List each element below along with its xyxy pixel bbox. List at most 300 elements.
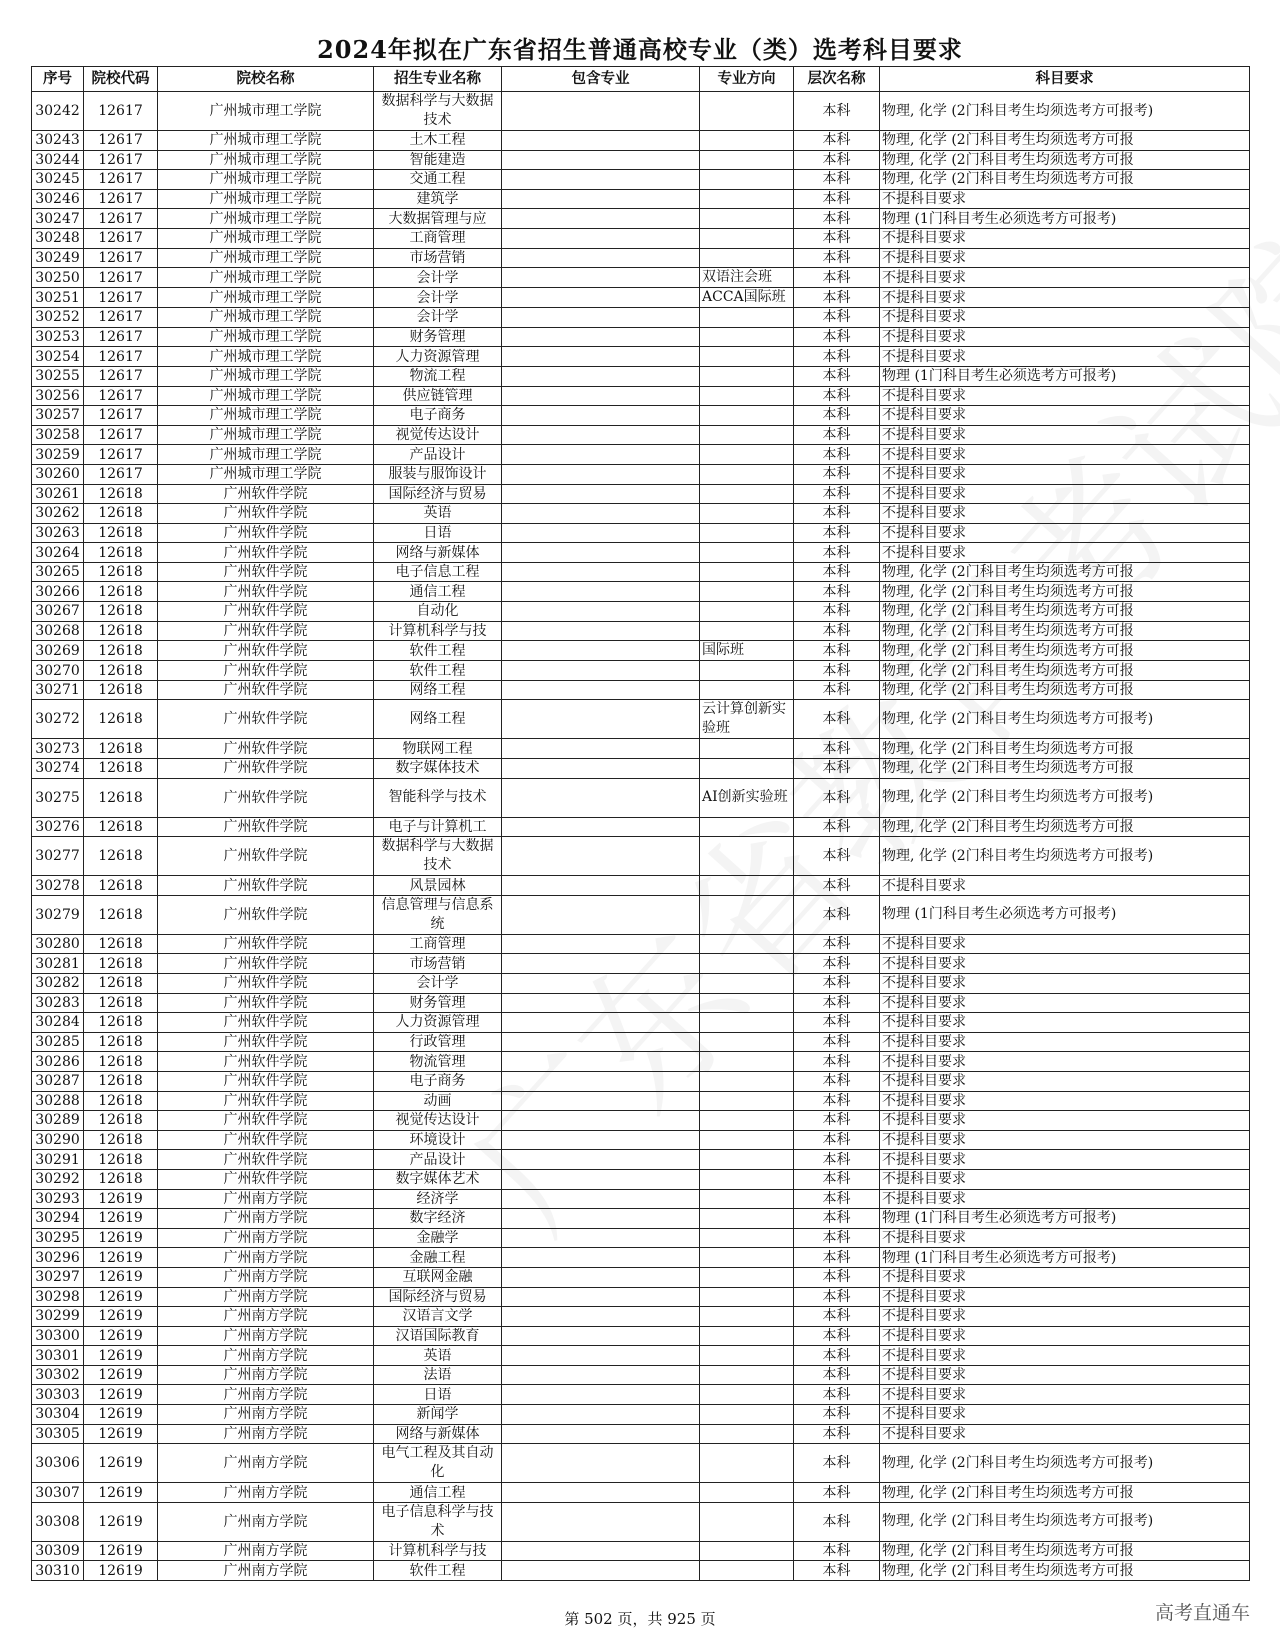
- cell-level: 本科: [794, 288, 880, 308]
- cell-major: 环境设计: [374, 1130, 502, 1150]
- cell-requirement: 物理, 化学 (2门科目考生均须选考方可报: [880, 602, 1250, 622]
- cell-requirement: 物理 (1门科目考生必须选考方可报考): [880, 366, 1250, 386]
- cell-requirement: 不提科目要求: [880, 189, 1250, 209]
- cell-school: 广州城市理工学院: [158, 288, 374, 308]
- cell-school: 广州南方学院: [158, 1444, 374, 1483]
- cell-seq: 30310: [32, 1561, 84, 1581]
- cell-level: 本科: [794, 954, 880, 974]
- table-row: [32, 778, 1250, 817]
- cell-school: 广州软件学院: [158, 661, 374, 681]
- cell-requirement: 不提科目要求: [880, 934, 1250, 954]
- cell-code: 12617: [84, 406, 158, 426]
- cell-code: 12618: [84, 993, 158, 1013]
- cell-seq: 30257: [32, 406, 84, 426]
- cell-requirement: 物理, 化学 (2门科目考生均须选考方可报: [880, 131, 1250, 151]
- cell-code: 12617: [84, 347, 158, 367]
- cell-code: 12618: [84, 739, 158, 759]
- cell-included: [502, 131, 700, 151]
- cell-school: 广州城市理工学院: [158, 248, 374, 268]
- cell-requirement: 不提科目要求: [880, 1052, 1250, 1072]
- table-row: [32, 523, 1250, 543]
- cell-school: 广州软件学院: [158, 562, 374, 582]
- cell-requirement: 不提科目要求: [880, 386, 1250, 406]
- cell-major: 网络工程: [374, 680, 502, 700]
- cell-requirement: 物理, 化学 (2门科目考生均须选考方可报: [880, 759, 1250, 779]
- cell-seq: 30280: [32, 934, 84, 954]
- table-row: [32, 92, 1250, 131]
- cell-school: 广州城市理工学院: [158, 464, 374, 484]
- cell-direction: AI创新实验班: [700, 778, 794, 817]
- cell-requirement: 不提科目要求: [880, 1071, 1250, 1091]
- cell-code: 12617: [84, 92, 158, 131]
- col-header-code: 院校代码: [84, 67, 158, 92]
- cell-included: [502, 1424, 700, 1444]
- cell-code: 12619: [84, 1248, 158, 1268]
- cell-direction: [700, 1248, 794, 1268]
- table-row: [32, 1169, 1250, 1189]
- table-row: [32, 425, 1250, 445]
- cell-code: 12617: [84, 209, 158, 229]
- cell-seq: 30253: [32, 327, 84, 347]
- cell-direction: [700, 228, 794, 248]
- table-row: [32, 1483, 1250, 1503]
- cell-requirement: 物理, 化学 (2门科目考生均须选考方可报考): [880, 837, 1250, 876]
- cell-included: [502, 504, 700, 524]
- cell-major: 会计学: [374, 308, 502, 328]
- cell-level: 本科: [794, 895, 880, 934]
- cell-included: [502, 1541, 700, 1561]
- table-row: [32, 131, 1250, 151]
- cell-seq: 30244: [32, 150, 84, 170]
- table-row: [32, 1013, 1250, 1033]
- cell-seq: 30285: [32, 1032, 84, 1052]
- cell-seq: 30262: [32, 504, 84, 524]
- cell-school: 广州南方学院: [158, 1561, 374, 1581]
- cell-school: 广州城市理工学院: [158, 92, 374, 131]
- cell-school: 广州软件学院: [158, 739, 374, 759]
- cell-level: 本科: [794, 1150, 880, 1170]
- cell-requirement: 不提科目要求: [880, 504, 1250, 524]
- cell-included: [502, 1130, 700, 1150]
- cell-code: 12619: [84, 1189, 158, 1209]
- cell-requirement: 不提科目要求: [880, 1307, 1250, 1327]
- cell-level: 本科: [794, 562, 880, 582]
- cell-major: 市场营销: [374, 248, 502, 268]
- cell-level: 本科: [794, 504, 880, 524]
- cell-level: 本科: [794, 1405, 880, 1425]
- cell-school: 广州软件学院: [158, 876, 374, 896]
- cell-level: 本科: [794, 464, 880, 484]
- cell-major: 财务管理: [374, 327, 502, 347]
- cell-code: 12618: [84, 582, 158, 602]
- cell-requirement: 不提科目要求: [880, 248, 1250, 268]
- cell-included: [502, 1052, 700, 1072]
- table-row: [32, 406, 1250, 426]
- cell-direction: [700, 504, 794, 524]
- cell-school: 广州软件学院: [158, 641, 374, 661]
- cell-major: 建筑学: [374, 189, 502, 209]
- cell-level: 本科: [794, 1209, 880, 1229]
- cell-major: 供应链管理: [374, 386, 502, 406]
- cell-school: 广州软件学院: [158, 837, 374, 876]
- cell-included: [502, 602, 700, 622]
- cell-direction: [700, 1267, 794, 1287]
- cell-requirement: 物理, 化学 (2门科目考生均须选考方可报: [880, 170, 1250, 190]
- cell-code: 12617: [84, 327, 158, 347]
- cell-code: 12618: [84, 974, 158, 994]
- cell-direction: [700, 425, 794, 445]
- cell-requirement: 不提科目要求: [880, 974, 1250, 994]
- cell-major: 风景园林: [374, 876, 502, 896]
- cell-requirement: 不提科目要求: [880, 543, 1250, 563]
- cell-seq: 30266: [32, 582, 84, 602]
- cell-major: 网络与新媒体: [374, 543, 502, 563]
- cell-level: 本科: [794, 268, 880, 288]
- cell-direction: [700, 1209, 794, 1229]
- cell-code: 12617: [84, 386, 158, 406]
- cell-requirement: 物理, 化学 (2门科目考生均须选考方可报: [880, 739, 1250, 759]
- cell-school: 广州南方学院: [158, 1189, 374, 1209]
- cell-code: 12618: [84, 543, 158, 563]
- cell-level: 本科: [794, 1052, 880, 1072]
- cell-included: [502, 170, 700, 190]
- cell-school: 广州南方学院: [158, 1287, 374, 1307]
- table-row: [32, 1385, 1250, 1405]
- cell-major: 智能科学与技术: [374, 778, 502, 817]
- cell-major: 计算机科学与技: [374, 621, 502, 641]
- cell-school: 广州软件学院: [158, 1052, 374, 1072]
- cell-major: 大数据管理与应: [374, 209, 502, 229]
- cell-seq: 30276: [32, 817, 84, 837]
- table-row: [32, 895, 1250, 934]
- cell-school: 广州软件学院: [158, 523, 374, 543]
- cell-level: 本科: [794, 1071, 880, 1091]
- cell-seq: 30274: [32, 759, 84, 779]
- cell-school: 广州软件学院: [158, 1111, 374, 1131]
- cell-direction: [700, 934, 794, 954]
- table-row: [32, 602, 1250, 622]
- cell-seq: 30269: [32, 641, 84, 661]
- cell-school: 广州软件学院: [158, 759, 374, 779]
- cell-school: 广州城市理工学院: [158, 228, 374, 248]
- cell-level: 本科: [794, 1326, 880, 1346]
- cell-school: 广州软件学院: [158, 974, 374, 994]
- cell-major: 产品设计: [374, 1150, 502, 1170]
- cell-seq: 30291: [32, 1150, 84, 1170]
- table-body: [32, 92, 1250, 1581]
- cell-seq: 30275: [32, 778, 84, 817]
- cell-seq: 30272: [32, 700, 84, 739]
- cell-seq: 30290: [32, 1130, 84, 1150]
- cell-school: 广州南方学院: [158, 1346, 374, 1366]
- cell-school: 广州城市理工学院: [158, 366, 374, 386]
- cell-requirement: 不提科目要求: [880, 1150, 1250, 1170]
- cell-school: 广州城市理工学院: [158, 189, 374, 209]
- table-row: [32, 366, 1250, 386]
- cell-level: 本科: [794, 934, 880, 954]
- col-header-direction: 专业方向: [700, 67, 794, 92]
- cell-major: 通信工程: [374, 1483, 502, 1503]
- cell-code: 12619: [84, 1326, 158, 1346]
- cell-code: 12617: [84, 268, 158, 288]
- cell-seq: 30248: [32, 228, 84, 248]
- cell-direction: [700, 131, 794, 151]
- cell-requirement: 物理, 化学 (2门科目考生均须选考方可报: [880, 150, 1250, 170]
- cell-direction: [700, 837, 794, 876]
- cell-direction: [700, 543, 794, 563]
- cell-major: 计算机科学与技: [374, 1541, 502, 1561]
- cell-school: 广州软件学院: [158, 602, 374, 622]
- cell-seq: 30252: [32, 308, 84, 328]
- cell-major: 会计学: [374, 974, 502, 994]
- cell-included: [502, 954, 700, 974]
- table-row: [32, 739, 1250, 759]
- cell-included: [502, 562, 700, 582]
- table-row: [32, 150, 1250, 170]
- cell-direction: [700, 1561, 794, 1581]
- cell-code: 12619: [84, 1541, 158, 1561]
- cell-seq: 30286: [32, 1052, 84, 1072]
- col-header-school: 院校名称: [158, 67, 374, 92]
- cell-included: [502, 268, 700, 288]
- cell-included: [502, 1013, 700, 1033]
- cell-major: 会计学: [374, 288, 502, 308]
- cell-included: [502, 876, 700, 896]
- cell-requirement: 不提科目要求: [880, 1346, 1250, 1366]
- cell-direction: [700, 582, 794, 602]
- cell-major: 数字媒体技术: [374, 759, 502, 779]
- cell-included: [502, 484, 700, 504]
- cell-major: 交通工程: [374, 170, 502, 190]
- cell-code: 12618: [84, 778, 158, 817]
- cell-direction: [700, 1424, 794, 1444]
- cell-included: [502, 1248, 700, 1268]
- cell-school: 广州城市理工学院: [158, 268, 374, 288]
- cell-seq: 30288: [32, 1091, 84, 1111]
- cell-level: 本科: [794, 406, 880, 426]
- cell-school: 广州南方学院: [158, 1385, 374, 1405]
- cell-level: 本科: [794, 1346, 880, 1366]
- cell-major: 软件工程: [374, 661, 502, 681]
- cell-direction: [700, 1307, 794, 1327]
- cell-school: 广州软件学院: [158, 1013, 374, 1033]
- cell-direction: [700, 347, 794, 367]
- cell-level: 本科: [794, 621, 880, 641]
- cell-seq: 30246: [32, 189, 84, 209]
- cell-included: [502, 641, 700, 661]
- cell-code: 12619: [84, 1502, 158, 1541]
- cell-included: [502, 1405, 700, 1425]
- cell-code: 12618: [84, 954, 158, 974]
- table-row: [32, 641, 1250, 661]
- cell-level: 本科: [794, 366, 880, 386]
- col-header-included: 包含专业: [502, 67, 700, 92]
- cell-school: 广州软件学院: [158, 504, 374, 524]
- cell-level: 本科: [794, 425, 880, 445]
- cell-school: 广州南方学院: [158, 1405, 374, 1425]
- cell-level: 本科: [794, 1287, 880, 1307]
- cell-requirement: 不提科目要求: [880, 445, 1250, 465]
- page-title: 2024年拟在广东省招生普通高校专业（类）选考科目要求: [317, 35, 963, 64]
- cell-code: 12619: [84, 1385, 158, 1405]
- cell-code: 12617: [84, 464, 158, 484]
- cell-direction: [700, 974, 794, 994]
- cell-major: 视觉传达设计: [374, 1111, 502, 1131]
- table-row: [32, 1071, 1250, 1091]
- cell-major: 电子信息工程: [374, 562, 502, 582]
- cell-code: 12619: [84, 1483, 158, 1503]
- cell-level: 本科: [794, 1502, 880, 1541]
- cell-level: 本科: [794, 1091, 880, 1111]
- cell-code: 12618: [84, 817, 158, 837]
- cell-level: 本科: [794, 1032, 880, 1052]
- cell-level: 本科: [794, 1424, 880, 1444]
- cell-level: 本科: [794, 543, 880, 563]
- cell-requirement: 不提科目要求: [880, 1169, 1250, 1189]
- cell-requirement: 物理, 化学 (2门科目考生均须选考方可报考): [880, 92, 1250, 131]
- cell-code: 12618: [84, 641, 158, 661]
- cell-level: 本科: [794, 1307, 880, 1327]
- cell-code: 12618: [84, 1169, 158, 1189]
- table-row: [32, 1424, 1250, 1444]
- cell-included: [502, 680, 700, 700]
- table-row: [32, 1444, 1250, 1483]
- cell-level: 本科: [794, 1561, 880, 1581]
- cell-included: [502, 1287, 700, 1307]
- cell-included: [502, 974, 700, 994]
- table-row: [32, 1541, 1250, 1561]
- cell-major: 电子商务: [374, 406, 502, 426]
- cell-seq: 30247: [32, 209, 84, 229]
- cell-level: 本科: [794, 523, 880, 543]
- table-row: [32, 327, 1250, 347]
- cell-included: [502, 366, 700, 386]
- cell-code: 12619: [84, 1287, 158, 1307]
- cell-direction: [700, 189, 794, 209]
- cell-major: 日语: [374, 523, 502, 543]
- cell-school: 广州软件学院: [158, 954, 374, 974]
- cell-included: [502, 1169, 700, 1189]
- cell-included: [502, 1385, 700, 1405]
- cell-school: 广州南方学院: [158, 1209, 374, 1229]
- cell-seq: 30304: [32, 1405, 84, 1425]
- cell-major: 新闻学: [374, 1405, 502, 1425]
- table-row: [32, 1228, 1250, 1248]
- table-row: [32, 1326, 1250, 1346]
- cell-major: 英语: [374, 504, 502, 524]
- cell-included: [502, 1307, 700, 1327]
- cell-requirement: 不提科目要求: [880, 1267, 1250, 1287]
- requirements-table: [31, 66, 1250, 1581]
- cell-major: 数据科学与大数据技术: [374, 92, 502, 131]
- cell-code: 12619: [84, 1405, 158, 1425]
- cell-level: 本科: [794, 386, 880, 406]
- cell-direction: [700, 366, 794, 386]
- cell-included: [502, 1032, 700, 1052]
- cell-included: [502, 895, 700, 934]
- cell-school: 广州软件学院: [158, 543, 374, 563]
- cell-major: 电子与计算机工: [374, 817, 502, 837]
- cell-requirement: 物理, 化学 (2门科目考生均须选考方可报考): [880, 778, 1250, 817]
- cell-level: 本科: [794, 1228, 880, 1248]
- cell-code: 12617: [84, 170, 158, 190]
- cell-level: 本科: [794, 778, 880, 817]
- cell-seq: 30265: [32, 562, 84, 582]
- cell-direction: [700, 464, 794, 484]
- cell-requirement: 物理, 化学 (2门科目考生均须选考方可报: [880, 1541, 1250, 1561]
- cell-seq: 30292: [32, 1169, 84, 1189]
- cell-code: 12619: [84, 1365, 158, 1385]
- cell-seq: 30297: [32, 1267, 84, 1287]
- cell-seq: 30307: [32, 1483, 84, 1503]
- table-row: [32, 1189, 1250, 1209]
- cell-code: 12618: [84, 1150, 158, 1170]
- cell-seq: 30309: [32, 1541, 84, 1561]
- cell-seq: 30287: [32, 1071, 84, 1091]
- cell-seq: 30277: [32, 837, 84, 876]
- table-row: [32, 934, 1250, 954]
- cell-code: 12618: [84, 1071, 158, 1091]
- table-row: [32, 1052, 1250, 1072]
- cell-seq: 30282: [32, 974, 84, 994]
- cell-requirement: 不提科目要求: [880, 1032, 1250, 1052]
- cell-school: 广州软件学院: [158, 895, 374, 934]
- table-row: [32, 562, 1250, 582]
- cell-major: 软件工程: [374, 1561, 502, 1581]
- brand-mark: 高考直通车: [1154, 1602, 1250, 1624]
- cell-direction: 云计算创新实验班: [700, 700, 794, 739]
- cell-seq: 30302: [32, 1365, 84, 1385]
- cell-direction: [700, 523, 794, 543]
- col-header-seq: 序号: [32, 67, 84, 92]
- table-row: [32, 1561, 1250, 1581]
- table-row: [32, 700, 1250, 739]
- cell-direction: [700, 170, 794, 190]
- cell-requirement: 物理, 化学 (2门科目考生均须选考方可报: [880, 641, 1250, 661]
- cell-requirement: 不提科目要求: [880, 1013, 1250, 1033]
- cell-major: 行政管理: [374, 1032, 502, 1052]
- cell-code: 12618: [84, 895, 158, 934]
- cell-major: 服装与服饰设计: [374, 464, 502, 484]
- table-row: [32, 170, 1250, 190]
- cell-school: 广州软件学院: [158, 621, 374, 641]
- cell-seq: 30267: [32, 602, 84, 622]
- cell-code: 12618: [84, 562, 158, 582]
- cell-included: [502, 425, 700, 445]
- cell-direction: [700, 680, 794, 700]
- cell-level: 本科: [794, 602, 880, 622]
- cell-school: 广州城市理工学院: [158, 327, 374, 347]
- cell-included: [502, 288, 700, 308]
- cell-code: 12617: [84, 288, 158, 308]
- cell-major: 财务管理: [374, 993, 502, 1013]
- cell-seq: 30306: [32, 1444, 84, 1483]
- cell-requirement: 不提科目要求: [880, 228, 1250, 248]
- cell-major: 产品设计: [374, 445, 502, 465]
- cell-code: 12619: [84, 1424, 158, 1444]
- cell-requirement: 不提科目要求: [880, 1326, 1250, 1346]
- cell-school: 广州软件学院: [158, 1130, 374, 1150]
- cell-seq: 30299: [32, 1307, 84, 1327]
- cell-included: [502, 778, 700, 817]
- cell-code: 12618: [84, 621, 158, 641]
- cell-major: 物联网工程: [374, 739, 502, 759]
- cell-major: 人力资源管理: [374, 347, 502, 367]
- cell-school: 广州城市理工学院: [158, 150, 374, 170]
- cell-major: 国际经济与贸易: [374, 1287, 502, 1307]
- cell-direction: [700, 1365, 794, 1385]
- cell-major: 日语: [374, 1385, 502, 1405]
